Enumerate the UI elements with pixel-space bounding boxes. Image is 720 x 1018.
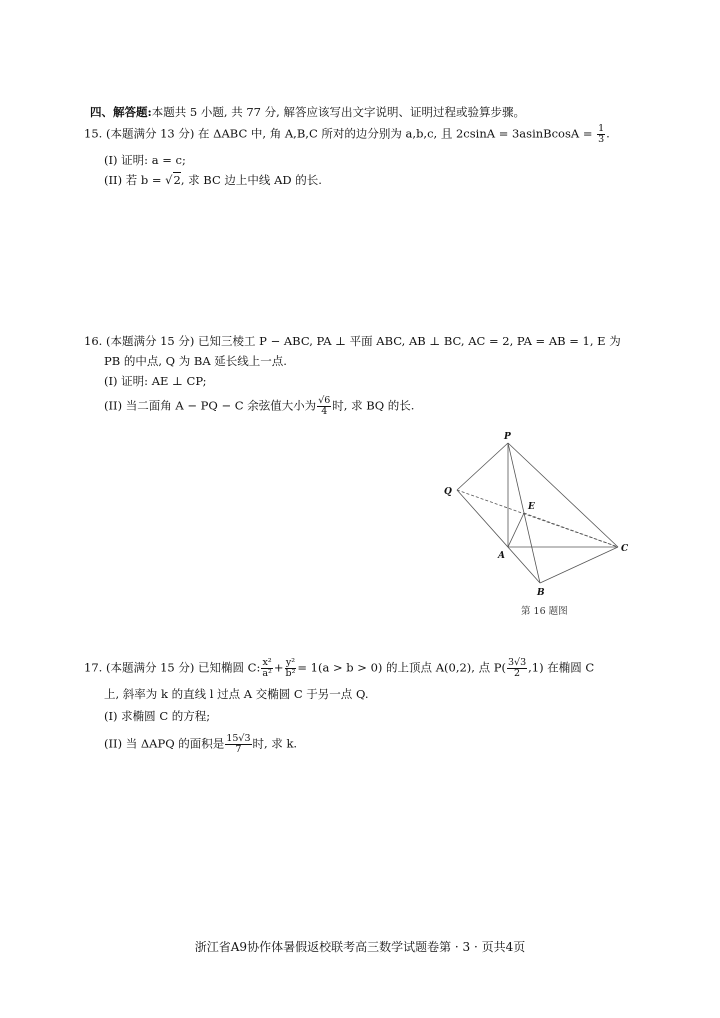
q17-frac-x-den: a² bbox=[262, 668, 272, 679]
q16-frac-num: √6 bbox=[318, 395, 331, 406]
q16-score: (本题满分 15 分) bbox=[105, 334, 195, 348]
q15-stem bbox=[84, 124, 610, 145]
q17-part1: (I) 求椭圆 C 的方程; bbox=[104, 709, 211, 723]
q15-part2-b: , 求 BC 边上中线 AD 的长. bbox=[180, 173, 322, 187]
page-footer: 浙江省A9协作体暑假返校联考高三数学试题卷第 · 3 · 页共4页 bbox=[194, 940, 526, 954]
q17-frac-y-num: y² bbox=[285, 657, 296, 668]
q16-figure bbox=[440, 430, 640, 598]
q16-part2-b: 时, 求 BQ 的长. bbox=[332, 398, 415, 413]
q17-part2 bbox=[104, 734, 297, 755]
q16-figure-caption: 第 16 题图 bbox=[521, 606, 568, 617]
q17-number: 17. bbox=[84, 660, 103, 675]
q16-part1: (I) 证明: AE ⊥ CP; bbox=[104, 374, 207, 388]
q17-frac-area-den: 7 bbox=[235, 744, 242, 755]
q17-frac-p-num: 3√3 bbox=[507, 657, 527, 668]
edge-QC-dashed bbox=[457, 490, 618, 547]
q17-score: (本题满分 15 分) bbox=[105, 660, 195, 675]
q17-frac-p-den: 2 bbox=[514, 668, 521, 679]
q15-part1: (I) 证明: a = c; bbox=[104, 153, 186, 167]
label-B: B bbox=[537, 588, 545, 598]
q16-part2 bbox=[104, 396, 414, 417]
q17-frac-y-den: b² bbox=[285, 668, 296, 679]
q16-fraction bbox=[317, 396, 331, 417]
q15-frac-num: 1 bbox=[598, 123, 605, 134]
q17-stem-b: = 1(a > b > 0) 的上顶点 A(0,2), 点 P( bbox=[297, 660, 506, 675]
q17-part2-b: 时, 求 k. bbox=[252, 736, 298, 751]
q17-frac-x bbox=[261, 658, 272, 679]
edge-BC bbox=[540, 547, 618, 583]
section-header bbox=[90, 104, 525, 120]
q15-part2-radicand: 2 bbox=[173, 173, 181, 187]
label-E: E bbox=[528, 502, 535, 512]
label-C: C bbox=[621, 544, 629, 554]
q16-frac-den: 4 bbox=[321, 406, 328, 417]
q17-stem-line2: 上, 斜率为 k 的直线 l 过点 A 交椭圆 C 于另一点 Q. bbox=[104, 687, 369, 701]
q15-stem-end: . bbox=[606, 126, 610, 141]
q17-frac-area-num: 15√3 bbox=[226, 733, 251, 744]
q17-frac-area bbox=[225, 734, 251, 755]
q17-frac-p bbox=[507, 658, 527, 679]
q16-number: 16. bbox=[84, 334, 103, 348]
edge-PC bbox=[508, 443, 618, 547]
q15-fraction bbox=[597, 124, 605, 145]
q15-frac-den: 3 bbox=[598, 134, 605, 145]
q16-stem-line1 bbox=[84, 333, 621, 349]
q17-stem-line1 bbox=[84, 658, 594, 679]
edge-AE bbox=[508, 513, 524, 547]
section-intro: 本题共 5 小题, 共 77 分, 解答应该写出文字说明、证明过程或验算步骤。 bbox=[151, 105, 525, 119]
q17-part2-a: (II) 当 ΔAPQ 的面积是 bbox=[104, 736, 225, 751]
label-Q: Q bbox=[444, 487, 452, 497]
q15-number: 15. bbox=[84, 126, 103, 141]
q16-stem-line2: PB 的中点, Q 为 BA 延长线上一点. bbox=[104, 354, 287, 368]
q15-part2-a: (II) 若 b = √ bbox=[104, 173, 173, 187]
q17-frac-y bbox=[285, 658, 297, 679]
label-A: A bbox=[498, 551, 505, 561]
q15-score: (本题满分 13 分) bbox=[105, 126, 195, 141]
q16-stem-a: 已知三棱工 P − ABC, PA ⊥ 平面 ABC, AB ⊥ BC, AC = 2, PA = AB = 1, E 为 bbox=[198, 334, 621, 348]
q17-stem-c: ,1) 在椭圆 C bbox=[528, 660, 595, 675]
q17-plus: + bbox=[273, 660, 284, 675]
q15-part2 bbox=[104, 172, 322, 188]
section-title: 四、解答题: bbox=[90, 105, 152, 119]
label-P: P bbox=[504, 432, 511, 442]
q15-stem-text: 在 ΔABC 中, 角 A,B,C 所对的边分别为 a,b,c, 且 2csinA = 3asinBcosA = bbox=[198, 126, 597, 141]
q16-part2-a: (II) 当二面角 A − PQ − C 余弦值大小为 bbox=[104, 398, 317, 413]
q17-frac-x-num: x² bbox=[262, 657, 272, 668]
q17-stem-a: 已知椭圆 C: bbox=[198, 660, 261, 675]
edge-PQ bbox=[457, 443, 508, 490]
